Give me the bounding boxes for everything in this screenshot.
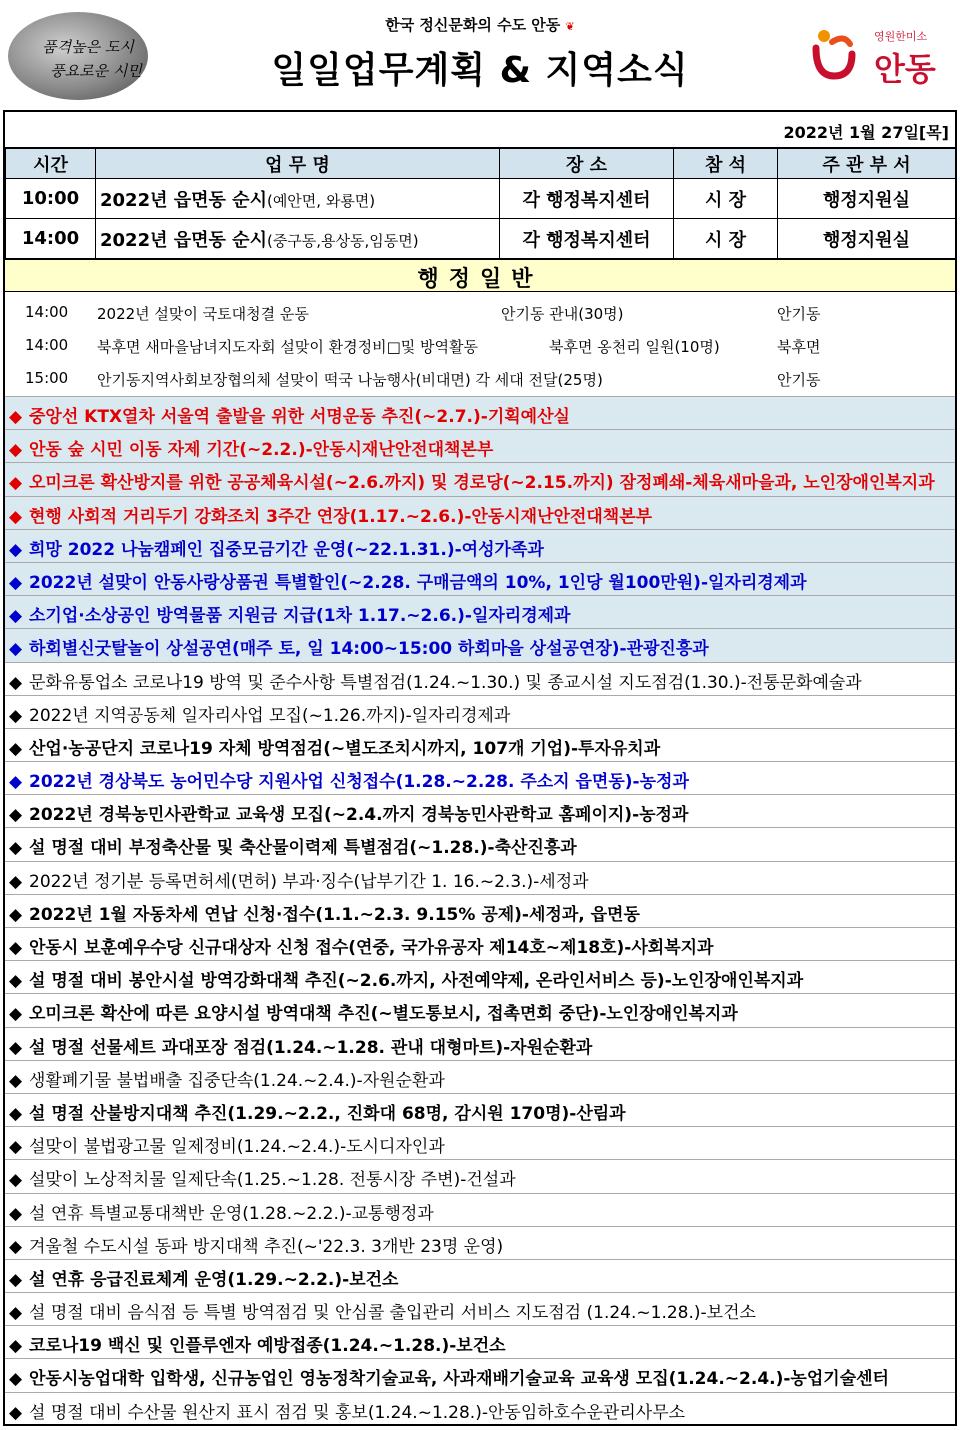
diamond-bullet-icon: ◆: [9, 871, 23, 892]
schedule-row: [6, 179, 956, 219]
general-place: 안기동 관내(30명): [501, 305, 624, 323]
notice-item: [5, 496, 955, 529]
report-frame: [3, 110, 957, 1426]
general-time: 15:00: [25, 369, 69, 387]
notice-item: [5, 861, 955, 894]
notice-text: 설 명절 선물세트 과대포장 점검(1.24.~1.28. 관내 대형마트)-자원순환과: [29, 1037, 593, 1058]
diamond-bullet-icon: ◆: [9, 1103, 23, 1124]
notice-text: 문화유통업소 코로나19 방역 및 준수사항 특별점검(1.24.~1.30.) 및 종교시설 지도점검(1.30.)-전통문화예술과: [29, 672, 862, 693]
notice-text: 오미크론 확산에 따른 요양시설 방역대책 추진(~별도통보시, 접촉면회 중단)-노인장애인복지과: [29, 1004, 738, 1025]
general-time: 14:00: [25, 336, 69, 354]
schedule-place: 각 행정복지센터: [500, 179, 674, 219]
diamond-bullet-icon: ◆: [9, 1137, 23, 1158]
diamond-bullet-icon: ◆: [9, 506, 23, 527]
diamond-bullet-icon: ◆: [9, 938, 23, 958]
report-date: 2022년 1월 27일[목]: [5, 112, 955, 148]
notice-text: 오미크론 확산방지를 위한 공공체육시설(~2.6.까지) 및 경로당(~2.15.까지) 잠정폐쇄-체육새마을과, 노인장애인복지과: [29, 473, 935, 494]
general-dept: 북후면: [777, 338, 821, 356]
notice-text: 설 연휴 특별교통대책반 운영(1.28.~2.2.)-교통행정과: [29, 1203, 434, 1224]
notice-item: [5, 529, 955, 562]
task-sub: (예안면, 와룡면): [266, 191, 376, 210]
schedule-attend: 시 장: [674, 219, 778, 259]
notice-item: [5, 993, 955, 1026]
notice-item: [5, 1159, 955, 1192]
notice-item: [5, 662, 955, 695]
notice-text: 하회별신굿탈놀이 상설공연(매주 토, 일 14:00~15:00 하회마을 상설공연장)-관광진흥과: [29, 639, 709, 660]
diamond-bullet-icon: ◆: [9, 838, 23, 859]
diamond-bullet-icon: ◆: [9, 805, 23, 826]
notice-text: 희망 2022 나눔캠페인 집중모금기간 운영(~22.1.31.)-여성가족과: [29, 539, 544, 560]
notice-item: [5, 1126, 955, 1159]
notice-text: 소기업·소상공인 방역물품 지원금 지급(1차 1.17.~2.6.)-일자리경제과: [29, 606, 571, 627]
notice-item: [5, 695, 955, 728]
notice-item: [5, 927, 955, 960]
notice-text: 안동시 보훈예우수당 신규대상자 신청 접수(연중, 국가유공자 제14호~제18호)-사회복지과: [29, 938, 714, 958]
schedule-task: [96, 179, 500, 219]
slogan-line1: 품격높은 도시: [42, 38, 134, 56]
notice-text: 중앙선 KTX열차 서울역 출발을 위한 서명운동 추진(~2.7.)-기획예산실: [29, 407, 570, 427]
general-dept: 안기동: [777, 371, 821, 389]
notice-text: 2022년 지역공동체 일자리사업 모집(~1.26.까지)-일자리경제과: [29, 705, 511, 726]
notice-text: 설 명절 산불방지대책 추진(1.29.~2.2., 진화대 68명, 감시원 170명)-산림과: [29, 1103, 626, 1124]
notice-text: 설 명절 대비 부정축산물 및 축산물이력제 특별점검(~1.28.)-축산진흥과: [29, 838, 577, 859]
header-place: 장 소: [500, 149, 674, 179]
diamond-bullet-icon: ◆: [9, 572, 23, 593]
notice-item: [5, 728, 955, 761]
notice-item: [5, 794, 955, 827]
general-section-title: 행정일반: [5, 258, 955, 292]
schedule-row: [6, 219, 956, 259]
notice-text: 안동 숲 시민 이동 자제 기간(~2.2.)-안동시재난안전대책본부: [29, 440, 494, 461]
general-row: [5, 296, 955, 329]
schedule-dept: 행정지원실: [778, 179, 956, 219]
header-dept: 주 관 부 서: [778, 149, 956, 179]
notice-item: [5, 562, 955, 595]
brand-tagline: 영원한미소: [874, 30, 928, 43]
notice-item: [5, 1325, 955, 1358]
diamond-bullet-icon: ◆: [9, 1170, 23, 1191]
diamond-bullet-icon: ◆: [9, 1369, 23, 1390]
general-time: 14:00: [25, 303, 69, 321]
notice-text: 2022년 경북농민사관학교 교육생 모집(~2.4.까지 경북농민사관학교 홈페이지)-농정과: [29, 805, 689, 826]
general-place: 북후면 옹천리 일원(10명): [549, 338, 720, 356]
diamond-bullet-icon: ◆: [9, 539, 23, 560]
slogan-line2: 풍요로운 시민: [50, 62, 142, 80]
notice-text: 2022년 정기분 등록면허세(면허) 부과·징수(납부기간 1. 16.~2.3.)-세정과: [29, 871, 589, 892]
task-main: 2022년 읍면동 순시: [100, 229, 267, 251]
header-task: 업 무 명: [96, 149, 500, 179]
notice-text: 2022년 경상북도 농어민수당 지원사업 신청접수(1.28.~2.28. 주소지 읍면동)-농정과: [29, 772, 689, 793]
diamond-bullet-icon: ◆: [9, 606, 23, 627]
diamond-bullet-icon: ◆: [9, 1269, 23, 1290]
notice-text: 설맞이 노상적치물 일제단속(1.25.~1.28. 전통시장 주변)-건설과: [29, 1170, 516, 1191]
schedule-time: 10:00: [6, 179, 96, 219]
notice-text: 코로나19 백신 및 인플루엔자 예방접종(1.24.~1.28.)-보건소: [29, 1336, 506, 1357]
diamond-bullet-icon: ◆: [9, 1203, 23, 1224]
diamond-bullet-icon: ◆: [9, 639, 23, 660]
andong-brand-logo: [810, 22, 950, 92]
schedule-attend: 시 장: [674, 179, 778, 219]
notice-item: [5, 1226, 955, 1259]
task-main: 2022년 읍면동 순시: [100, 189, 267, 211]
diamond-bullet-icon: ◆: [9, 772, 23, 793]
page-title: 일일업무계획 & 지역소식: [271, 50, 689, 91]
notice-item: [5, 1027, 955, 1060]
notice-item: [5, 1392, 955, 1425]
schedule-place: 각 행정복지센터: [500, 219, 674, 259]
general-task: 안기동지역사회보장협의체 설맞이 떡국 나눔행사(비대면) 각 세대 전달(25명): [97, 371, 603, 389]
general-task: 북후면 새마을남녀지도자회 설맞이 환경정비□및 방역활동: [97, 338, 479, 356]
notice-text: 생활폐기물 불법배출 집중단속(1.24.~2.4.)-자원순환과: [29, 1070, 445, 1091]
header-time: 시간: [6, 149, 96, 179]
brand-name: 안동: [874, 50, 936, 88]
diamond-bullet-icon: ◆: [9, 440, 23, 461]
notice-text: 설 명절 대비 수산물 원산지 표시 점검 및 홍보(1.24.~1.28.)-안동임하호수운관리사무소: [29, 1402, 686, 1423]
general-dept: 안기동: [777, 305, 821, 323]
diamond-bullet-icon: ◆: [9, 705, 23, 726]
notice-text: 설 명절 대비 봉안시설 방역강화대책 추진(~2.6.까지, 사전예약제, 온라인서비스 등)-노인장애인복지과: [29, 971, 804, 992]
diamond-bullet-icon: ◆: [9, 672, 23, 693]
notice-item: [5, 1358, 955, 1391]
diamond-bullet-icon: ◆: [9, 1336, 23, 1357]
andong-smile-icon: [810, 26, 860, 82]
notice-item: [5, 462, 955, 495]
notice-text: 2022년 1월 자동차세 연납 신청·접수(1.1.~2.3. 9.15% 공제)-세정과, 읍면동: [29, 904, 640, 925]
notice-item: [5, 1193, 955, 1226]
diamond-bullet-icon: ◆: [9, 473, 23, 494]
notice-item: [5, 396, 955, 429]
notice-text: 산업·농공단지 코로나19 자체 방역점검(~별도조치시까지, 107개 기업)-투자유치과: [29, 738, 661, 759]
schedule-task: [96, 219, 500, 259]
notice-item: [5, 628, 955, 661]
notice-item: [5, 1259, 955, 1292]
diamond-bullet-icon: ◆: [9, 407, 23, 427]
general-task: 2022년 설맞이 국토대청결 운동: [97, 305, 309, 323]
diamond-bullet-icon: ◆: [9, 904, 23, 925]
notice-item: [5, 595, 955, 628]
header-attend: 참 석: [674, 149, 778, 179]
diamond-bullet-icon: ◆: [9, 1037, 23, 1058]
notice-text: 현행 사회적 거리두기 강화조치 3주간 연장(1.17.~2.6.)-안동시재난안전대책본부: [29, 506, 653, 527]
schedule-time: 14:00: [6, 219, 96, 259]
notice-text: 겨울철 수도시설 동파 방지대책 추진(~'22.3. 3개반 23명 운영): [29, 1236, 504, 1257]
heart-icon: ❦: [565, 20, 575, 33]
diamond-bullet-icon: ◆: [9, 1303, 23, 1324]
notice-text: 설 명절 대비 음식점 등 특별 방역점검 및 안심콜 출입관리 서비스 지도점검 (1.24.~1.28.)-보건소: [29, 1303, 756, 1324]
notice-text: 2022년 설맞이 안동사랑상품권 특별할인(~2.28. 구매금액의 10%, 1인당 월100만원)-일자리경제과: [29, 572, 807, 593]
notice-item: [5, 1093, 955, 1126]
notice-list: [5, 396, 955, 1425]
schedule-dept: 행정지원실: [778, 219, 956, 259]
schedule-header-row: [6, 149, 956, 179]
notice-item: [5, 761, 955, 794]
diamond-bullet-icon: ◆: [9, 1236, 23, 1257]
notice-item: [5, 1292, 955, 1325]
diamond-bullet-icon: ◆: [9, 1402, 23, 1423]
header: [0, 0, 960, 110]
notice-item: [5, 1060, 955, 1093]
diamond-bullet-icon: ◆: [9, 971, 23, 992]
task-sub: (중구동,용상동,임동면): [266, 231, 419, 250]
diamond-bullet-icon: ◆: [9, 738, 23, 759]
subtitle-text: 한국 정신문화의 수도 안동: [385, 16, 561, 34]
notice-item: [5, 894, 955, 927]
notice-item: [5, 827, 955, 860]
notice-text: 안동시농업대학 입학생, 신규농업인 영농정착기술교육, 사과재배기술교육 교육생 모집(1.24.~2.4.)-농업기술센터: [29, 1369, 889, 1390]
notice-item: [5, 429, 955, 462]
general-row: [5, 362, 955, 395]
schedule-table: [5, 148, 956, 259]
diamond-bullet-icon: ◆: [9, 1070, 23, 1091]
notice-text: 설 연휴 응급진료체계 운영(1.29.~2.2.)-보건소: [29, 1269, 399, 1290]
notice-item: [5, 960, 955, 993]
notice-text: 설맞이 불법광고물 일제정비(1.24.~2.4.)-도시디자인과: [29, 1137, 445, 1158]
general-row: [5, 329, 955, 362]
diamond-bullet-icon: ◆: [9, 1004, 23, 1025]
